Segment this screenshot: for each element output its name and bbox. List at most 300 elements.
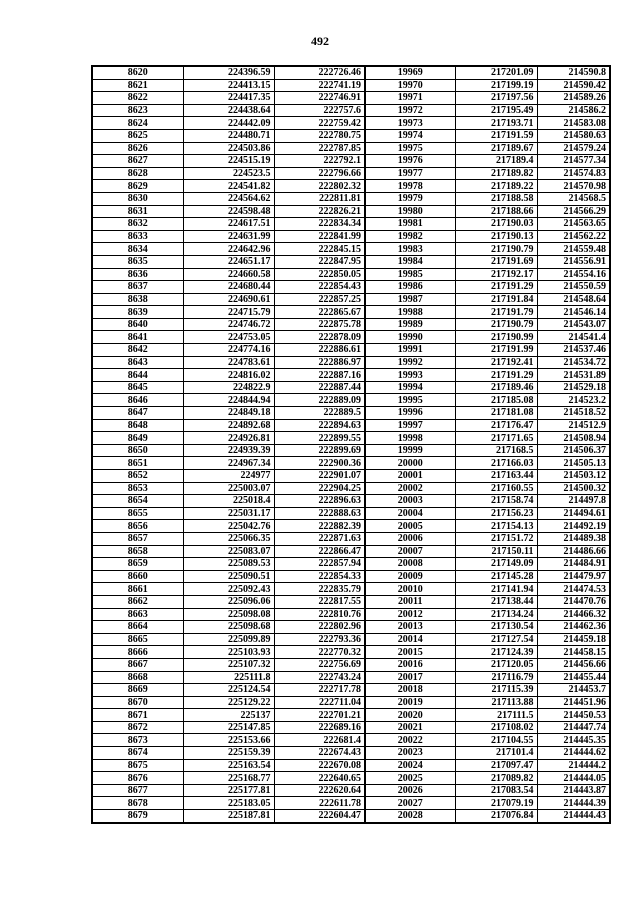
y-coordinate-left: 222743.24	[274, 671, 365, 684]
y-coordinate-right: 214456.66	[537, 658, 610, 671]
y-coordinate-left: 222756.69	[274, 658, 365, 671]
point-id-right: 19972	[365, 104, 455, 117]
x-coordinate-left: 225107.32	[183, 658, 274, 671]
y-coordinate-left: 222701.21	[274, 709, 365, 722]
x-coordinate-left: 224892.68	[183, 419, 274, 432]
x-coordinate-right: 217189.67	[455, 142, 537, 155]
x-coordinate-right: 217124.39	[455, 646, 537, 659]
x-coordinate-right: 217190.03	[455, 218, 537, 231]
table-row	[92, 658, 610, 671]
x-coordinate-right: 217166.03	[455, 457, 537, 470]
point-id-right: 20027	[365, 797, 455, 810]
y-coordinate-left: 222887.16	[274, 369, 365, 382]
y-coordinate-right: 214458.15	[537, 646, 610, 659]
table-row	[92, 419, 610, 432]
point-id-right: 20023	[365, 747, 455, 760]
y-coordinate-left: 222796.66	[274, 167, 365, 180]
x-coordinate-right: 217141.94	[455, 583, 537, 596]
x-coordinate-right: 217190.13	[455, 230, 537, 243]
y-coordinate-left: 222871.63	[274, 532, 365, 545]
point-id-right: 20003	[365, 495, 455, 508]
table-row	[92, 381, 610, 394]
point-id-left: 8673	[92, 734, 183, 747]
point-id-right: 19992	[365, 356, 455, 369]
table-row	[92, 104, 610, 117]
y-coordinate-left: 222886.61	[274, 344, 365, 357]
x-coordinate-left: 224413.15	[183, 79, 274, 92]
point-id-right: 19970	[365, 79, 455, 92]
y-coordinate-right: 214563.65	[537, 218, 610, 231]
point-id-left: 8665	[92, 633, 183, 646]
y-coordinate-left: 222787.85	[274, 142, 365, 155]
point-id-left: 8623	[92, 104, 183, 117]
point-id-right: 19973	[365, 117, 455, 130]
y-coordinate-left: 222875.78	[274, 318, 365, 331]
y-coordinate-left: 222857.94	[274, 558, 365, 571]
y-coordinate-left: 222888.63	[274, 507, 365, 520]
point-id-left: 8632	[92, 218, 183, 231]
x-coordinate-left: 224774.16	[183, 344, 274, 357]
point-id-left: 8671	[92, 709, 183, 722]
point-id-left: 8679	[92, 810, 183, 823]
point-id-right: 20004	[365, 507, 455, 520]
x-coordinate-right: 217115.39	[455, 684, 537, 697]
point-id-left: 8672	[92, 721, 183, 734]
x-coordinate-right: 217190.79	[455, 318, 537, 331]
y-coordinate-left: 222689.16	[274, 721, 365, 734]
table-row	[92, 79, 610, 92]
point-id-right: 19997	[365, 419, 455, 432]
x-coordinate-right: 217189.22	[455, 180, 537, 193]
point-id-right: 20028	[365, 810, 455, 823]
x-coordinate-right: 217158.74	[455, 495, 537, 508]
x-coordinate-right: 217149.09	[455, 558, 537, 571]
x-coordinate-left: 224480.71	[183, 129, 274, 142]
y-coordinate-right: 214577.34	[537, 155, 610, 168]
x-coordinate-right: 217197.56	[455, 92, 537, 105]
point-id-right: 19981	[365, 218, 455, 231]
table-row	[92, 684, 610, 697]
page-number: 492	[311, 34, 329, 48]
table-row	[92, 671, 610, 684]
x-coordinate-right: 217188.66	[455, 205, 537, 218]
table-row	[92, 318, 610, 331]
x-coordinate-right: 217083.54	[455, 784, 537, 797]
y-coordinate-left: 222878.09	[274, 331, 365, 344]
y-coordinate-right: 214444.05	[537, 772, 610, 785]
point-id-right: 19971	[365, 92, 455, 105]
point-id-right: 19999	[365, 444, 455, 457]
x-coordinate-right: 217192.41	[455, 356, 537, 369]
point-id-right: 20024	[365, 759, 455, 772]
x-coordinate-left: 225099.89	[183, 633, 274, 646]
x-coordinate-right: 217111.5	[455, 709, 537, 722]
y-coordinate-left: 222841.99	[274, 230, 365, 243]
y-coordinate-right: 214497.8	[537, 495, 610, 508]
x-coordinate-left: 224746.72	[183, 318, 274, 331]
x-coordinate-left: 225147.85	[183, 721, 274, 734]
x-coordinate-left: 225090.51	[183, 570, 274, 583]
x-coordinate-right: 217189.4	[455, 155, 537, 168]
point-id-left: 8631	[92, 205, 183, 218]
table-row	[92, 595, 610, 608]
table-row	[92, 117, 610, 130]
y-coordinate-left: 222681.4	[274, 734, 365, 747]
point-id-left: 8676	[92, 772, 183, 785]
x-coordinate-right: 217188.58	[455, 192, 537, 205]
point-id-right: 19988	[365, 306, 455, 319]
table-row	[92, 621, 610, 634]
point-id-left: 8630	[92, 192, 183, 205]
y-coordinate-left: 222899.55	[274, 432, 365, 445]
point-id-right: 20019	[365, 696, 455, 709]
x-coordinate-right: 217076.84	[455, 810, 537, 823]
point-id-left: 8654	[92, 495, 183, 508]
x-coordinate-right: 217156.23	[455, 507, 537, 520]
y-coordinate-left: 222640.65	[274, 772, 365, 785]
x-coordinate-right: 217101.4	[455, 747, 537, 760]
table-row	[92, 520, 610, 533]
point-id-right: 20001	[365, 470, 455, 483]
y-coordinate-right: 214543.07	[537, 318, 610, 331]
table-row	[92, 344, 610, 357]
y-coordinate-right: 214503.12	[537, 470, 610, 483]
x-coordinate-right: 217089.82	[455, 772, 537, 785]
y-coordinate-right: 214455.44	[537, 671, 610, 684]
x-coordinate-left: 224598.48	[183, 205, 274, 218]
y-coordinate-right: 214470.76	[537, 595, 610, 608]
x-coordinate-right: 217191.69	[455, 255, 537, 268]
table-row	[92, 167, 610, 180]
table-row	[92, 306, 610, 319]
y-coordinate-left: 222865.67	[274, 306, 365, 319]
point-id-left: 8622	[92, 92, 183, 105]
y-coordinate-left: 222835.79	[274, 583, 365, 596]
x-coordinate-left: 224396.59	[183, 66, 274, 79]
x-coordinate-left: 224753.05	[183, 331, 274, 344]
y-coordinate-left: 222792.1	[274, 155, 365, 168]
x-coordinate-right: 217171.65	[455, 432, 537, 445]
y-coordinate-right: 214447.74	[537, 721, 610, 734]
point-id-left: 8670	[92, 696, 183, 709]
point-id-right: 20015	[365, 646, 455, 659]
y-coordinate-right: 214444.39	[537, 797, 610, 810]
table-row	[92, 532, 610, 545]
point-id-right: 19976	[365, 155, 455, 168]
table-row	[92, 92, 610, 105]
point-id-right: 19994	[365, 381, 455, 394]
table-row	[92, 696, 610, 709]
table-row	[92, 558, 610, 571]
y-coordinate-right: 214444.62	[537, 747, 610, 760]
x-coordinate-left: 224651.17	[183, 255, 274, 268]
point-id-right: 19986	[365, 281, 455, 294]
point-id-right: 19989	[365, 318, 455, 331]
y-coordinate-right: 214590.8	[537, 66, 610, 79]
table-row	[92, 772, 610, 785]
point-id-left: 8626	[92, 142, 183, 155]
table-row	[92, 709, 610, 722]
y-coordinate-right: 214548.64	[537, 293, 610, 306]
y-coordinate-left: 222899.69	[274, 444, 365, 457]
point-id-left: 8664	[92, 621, 183, 634]
y-coordinate-left: 222757.6	[274, 104, 365, 117]
x-coordinate-right: 217191.79	[455, 306, 537, 319]
x-coordinate-left: 225177.81	[183, 784, 274, 797]
y-coordinate-left: 222857.25	[274, 293, 365, 306]
y-coordinate-left: 222717.78	[274, 684, 365, 697]
x-coordinate-left: 225153.66	[183, 734, 274, 747]
table-row	[92, 721, 610, 734]
point-id-right: 20025	[365, 772, 455, 785]
y-coordinate-right: 214559.48	[537, 243, 610, 256]
y-coordinate-left: 222670.08	[274, 759, 365, 772]
table-row	[92, 180, 610, 193]
x-coordinate-left: 224564.62	[183, 192, 274, 205]
x-coordinate-left: 224523.5	[183, 167, 274, 180]
x-coordinate-right: 217130.54	[455, 621, 537, 634]
y-coordinate-right: 214445.35	[537, 734, 610, 747]
x-coordinate-right: 217191.29	[455, 281, 537, 294]
table-row	[92, 129, 610, 142]
y-coordinate-left: 222866.47	[274, 545, 365, 558]
x-coordinate-right: 217079.19	[455, 797, 537, 810]
y-coordinate-right: 214579.24	[537, 142, 610, 155]
point-id-right: 19979	[365, 192, 455, 205]
point-id-left: 8646	[92, 394, 183, 407]
x-coordinate-right: 217120.05	[455, 658, 537, 671]
table-row	[92, 570, 610, 583]
y-coordinate-left: 222887.44	[274, 381, 365, 394]
table-row	[92, 142, 610, 155]
point-id-right: 19987	[365, 293, 455, 306]
x-coordinate-left: 224541.82	[183, 180, 274, 193]
point-id-left: 8649	[92, 432, 183, 445]
point-id-left: 8634	[92, 243, 183, 256]
point-id-left: 8678	[92, 797, 183, 810]
y-coordinate-right: 214444.43	[537, 810, 610, 823]
point-id-left: 8621	[92, 79, 183, 92]
point-id-left: 8659	[92, 558, 183, 571]
y-coordinate-right: 214486.66	[537, 545, 610, 558]
y-coordinate-right: 214512.9	[537, 419, 610, 432]
x-coordinate-left: 224417.35	[183, 92, 274, 105]
x-coordinate-right: 217127.54	[455, 633, 537, 646]
point-id-left: 8667	[92, 658, 183, 671]
point-id-left: 8662	[92, 595, 183, 608]
x-coordinate-right: 217189.46	[455, 381, 537, 394]
x-coordinate-right: 217176.47	[455, 419, 537, 432]
y-coordinate-right: 214531.89	[537, 369, 610, 382]
point-id-right: 20010	[365, 583, 455, 596]
coordinates-table	[91, 65, 611, 824]
table-row	[92, 192, 610, 205]
y-coordinate-right: 214550.59	[537, 281, 610, 294]
y-coordinate-right: 214537.46	[537, 344, 610, 357]
table-row	[92, 457, 610, 470]
x-coordinate-left: 224822.9	[183, 381, 274, 394]
x-coordinate-left: 224515.19	[183, 155, 274, 168]
y-coordinate-left: 222904.25	[274, 482, 365, 495]
point-id-left: 8638	[92, 293, 183, 306]
y-coordinate-right: 214474.53	[537, 583, 610, 596]
y-coordinate-right: 214451.96	[537, 696, 610, 709]
x-coordinate-right: 217189.82	[455, 167, 537, 180]
y-coordinate-left: 222901.07	[274, 470, 365, 483]
point-id-left: 8639	[92, 306, 183, 319]
y-coordinate-right: 214570.98	[537, 180, 610, 193]
y-coordinate-left: 222894.63	[274, 419, 365, 432]
point-id-right: 20018	[365, 684, 455, 697]
x-coordinate-left: 224660.58	[183, 268, 274, 281]
point-id-left: 8627	[92, 155, 183, 168]
y-coordinate-right: 214534.72	[537, 356, 610, 369]
point-id-right: 19991	[365, 344, 455, 357]
x-coordinate-left: 225168.77	[183, 772, 274, 785]
table-row	[92, 470, 610, 483]
point-id-left: 8669	[92, 684, 183, 697]
table-row	[92, 495, 610, 508]
x-coordinate-left: 225103.93	[183, 646, 274, 659]
table-row	[92, 331, 610, 344]
y-coordinate-left: 222834.34	[274, 218, 365, 231]
x-coordinate-right: 217154.13	[455, 520, 537, 533]
y-coordinate-right: 214479.97	[537, 570, 610, 583]
point-id-left: 8658	[92, 545, 183, 558]
y-coordinate-left: 222882.39	[274, 520, 365, 533]
table-row	[92, 747, 610, 760]
x-coordinate-left: 224939.39	[183, 444, 274, 457]
y-coordinate-left: 222889.09	[274, 394, 365, 407]
y-coordinate-left: 222889.5	[274, 407, 365, 420]
y-coordinate-right: 214459.18	[537, 633, 610, 646]
y-coordinate-right: 214566.29	[537, 205, 610, 218]
y-coordinate-left: 222900.36	[274, 457, 365, 470]
x-coordinate-left: 224690.61	[183, 293, 274, 306]
x-coordinate-left: 225124.54	[183, 684, 274, 697]
y-coordinate-right: 214583.08	[537, 117, 610, 130]
y-coordinate-left: 222759.42	[274, 117, 365, 130]
y-coordinate-right: 214444.2	[537, 759, 610, 772]
x-coordinate-left: 224849.18	[183, 407, 274, 420]
y-coordinate-right: 214450.53	[537, 709, 610, 722]
y-coordinate-left: 222746.91	[274, 92, 365, 105]
point-id-right: 19996	[365, 407, 455, 420]
point-id-right: 19980	[365, 205, 455, 218]
x-coordinate-left: 225187.81	[183, 810, 274, 823]
point-id-left: 8648	[92, 419, 183, 432]
point-id-right: 20000	[365, 457, 455, 470]
y-coordinate-right: 214453.7	[537, 684, 610, 697]
x-coordinate-left: 225092.43	[183, 583, 274, 596]
y-coordinate-right: 214518.52	[537, 407, 610, 420]
y-coordinate-right: 214462.36	[537, 621, 610, 634]
table-row	[92, 407, 610, 420]
y-coordinate-left: 222802.96	[274, 621, 365, 634]
table-row	[92, 759, 610, 772]
x-coordinate-left: 224715.79	[183, 306, 274, 319]
y-coordinate-left: 222854.33	[274, 570, 365, 583]
y-coordinate-left: 222802.32	[274, 180, 365, 193]
y-coordinate-right: 214505.13	[537, 457, 610, 470]
point-id-right: 19978	[365, 180, 455, 193]
x-coordinate-left: 225183.05	[183, 797, 274, 810]
x-coordinate-left: 224617.51	[183, 218, 274, 231]
table-row	[92, 66, 610, 79]
x-coordinate-left: 225089.53	[183, 558, 274, 571]
y-coordinate-right: 214556.91	[537, 255, 610, 268]
x-coordinate-left: 224844.94	[183, 394, 274, 407]
y-coordinate-right: 214574.83	[537, 167, 610, 180]
x-coordinate-left: 224642.96	[183, 243, 274, 256]
point-id-left: 8663	[92, 608, 183, 621]
point-id-left: 8674	[92, 747, 183, 760]
y-coordinate-right: 214590.42	[537, 79, 610, 92]
x-coordinate-right: 217116.79	[455, 671, 537, 684]
point-id-right: 19998	[365, 432, 455, 445]
table-row	[92, 797, 610, 810]
table-row	[92, 356, 610, 369]
table-row	[92, 810, 610, 823]
point-id-right: 19993	[365, 369, 455, 382]
y-coordinate-left: 222854.43	[274, 281, 365, 294]
table-row	[92, 255, 610, 268]
table-row	[92, 646, 610, 659]
point-id-left: 8661	[92, 583, 183, 596]
point-id-right: 20008	[365, 558, 455, 571]
point-id-right: 19969	[365, 66, 455, 79]
x-coordinate-right: 217134.24	[455, 608, 537, 621]
point-id-left: 8636	[92, 268, 183, 281]
x-coordinate-right: 217191.99	[455, 344, 537, 357]
point-id-right: 20012	[365, 608, 455, 621]
x-coordinate-left: 225083.07	[183, 545, 274, 558]
x-coordinate-right: 217191.59	[455, 129, 537, 142]
x-coordinate-left: 224977	[183, 470, 274, 483]
y-coordinate-right: 214466.32	[537, 608, 610, 621]
point-id-left: 8637	[92, 281, 183, 294]
table-row	[92, 784, 610, 797]
point-id-right: 19990	[365, 331, 455, 344]
x-coordinate-left: 225111.8	[183, 671, 274, 684]
point-id-left: 8655	[92, 507, 183, 520]
table-row	[92, 243, 610, 256]
point-id-right: 19982	[365, 230, 455, 243]
x-coordinate-right: 217199.19	[455, 79, 537, 92]
point-id-left: 8677	[92, 784, 183, 797]
y-coordinate-right: 214586.2	[537, 104, 610, 117]
table-row	[92, 545, 610, 558]
x-coordinate-left: 224631.99	[183, 230, 274, 243]
y-coordinate-left: 222826.21	[274, 205, 365, 218]
point-id-right: 20021	[365, 721, 455, 734]
x-coordinate-right: 217097.47	[455, 759, 537, 772]
y-coordinate-left: 222741.19	[274, 79, 365, 92]
table-row	[92, 369, 610, 382]
x-coordinate-right: 217201.09	[455, 66, 537, 79]
x-coordinate-right: 217168.5	[455, 444, 537, 457]
table-row	[92, 444, 610, 457]
point-id-left: 8656	[92, 520, 183, 533]
x-coordinate-left: 225159.39	[183, 747, 274, 760]
table-row	[92, 293, 610, 306]
x-coordinate-left: 224967.34	[183, 457, 274, 470]
y-coordinate-right: 214508.94	[537, 432, 610, 445]
point-id-left: 8644	[92, 369, 183, 382]
y-coordinate-right: 214541.4	[537, 331, 610, 344]
point-id-right: 20013	[365, 621, 455, 634]
y-coordinate-right: 214554.16	[537, 268, 610, 281]
